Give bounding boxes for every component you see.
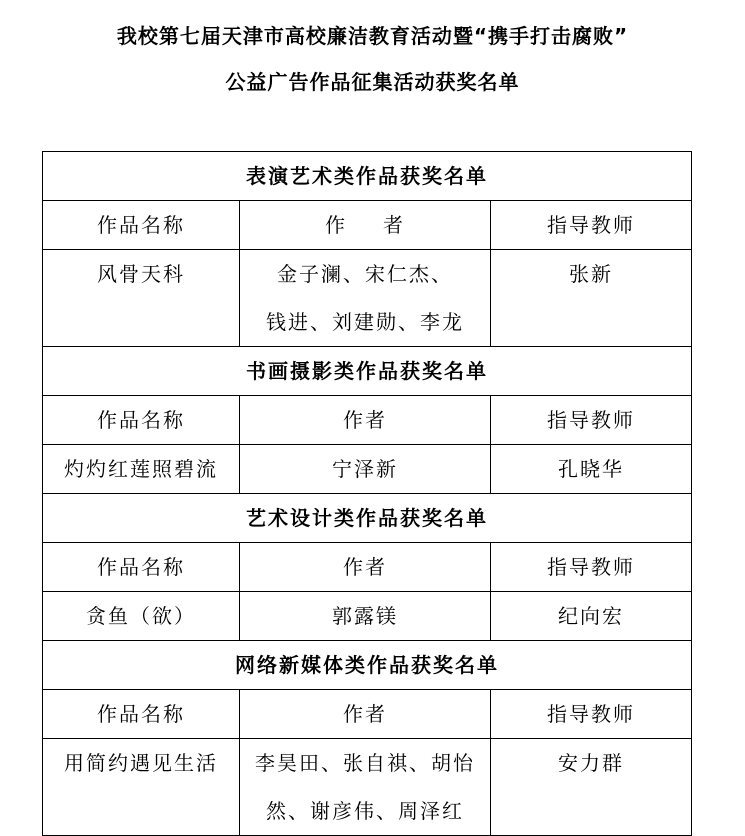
section-heading-performing-arts: 表演艺术类作品获奖名单 <box>43 152 692 201</box>
column-header-work: 作品名称 <box>43 396 240 445</box>
work-title-cell: 贪鱼（欲） <box>43 592 240 641</box>
teacher-cell: 张新 <box>491 250 692 347</box>
author-line-2: 钱进、刘建勋、李龙 <box>266 310 464 334</box>
column-header-teacher: 指导教师 <box>491 201 692 250</box>
section-heading-new-media: 网络新媒体类作品获奖名单 <box>43 641 692 690</box>
author-cell <box>240 739 491 836</box>
author-line-2: 然、谢彦伟、周泽红 <box>266 799 464 823</box>
award-table <box>42 151 692 836</box>
work-title-cell: 用简约遇见生活 <box>43 739 240 836</box>
author-cell: 郭露镁 <box>240 592 491 641</box>
column-header-author-char-2: 者 <box>383 213 405 237</box>
teacher-cell: 安力群 <box>491 739 692 836</box>
author-line-1: 李昊田、张自祺、胡怡 <box>255 751 475 775</box>
section-heading-calligraphy-photography: 书画摄影类作品获奖名单 <box>43 347 692 396</box>
author-cell <box>240 250 491 347</box>
author-cell: 宁泽新 <box>240 445 491 494</box>
document-title-line-1: 我校第七届天津市高校廉洁教育活动暨“携手打击腐败” <box>116 24 629 48</box>
column-header-author: 作者 <box>240 543 491 592</box>
column-header-teacher: 指导教师 <box>491 690 692 739</box>
work-title-cell: 灼灼红莲照碧流 <box>43 445 240 494</box>
section-heading-art-design: 艺术设计类作品获奖名单 <box>43 494 692 543</box>
document-title-line-2: 公益广告作品征集活动获奖名单 <box>225 70 520 94</box>
column-header-work: 作品名称 <box>43 543 240 592</box>
column-header-author-char-1: 作 <box>325 213 347 237</box>
teacher-cell: 孔晓华 <box>491 445 692 494</box>
column-header-author: 作者 <box>240 690 491 739</box>
work-title-cell: 风骨天科 <box>43 250 240 347</box>
column-header-work: 作品名称 <box>43 201 240 250</box>
column-header-teacher: 指导教师 <box>491 543 692 592</box>
column-header-work: 作品名称 <box>43 690 240 739</box>
author-line-1: 金子澜、宋仁杰、 <box>277 262 453 286</box>
column-header-author: 作者 <box>240 396 491 445</box>
column-header-author <box>240 201 491 250</box>
teacher-cell: 纪向宏 <box>491 592 692 641</box>
column-header-teacher: 指导教师 <box>491 396 692 445</box>
